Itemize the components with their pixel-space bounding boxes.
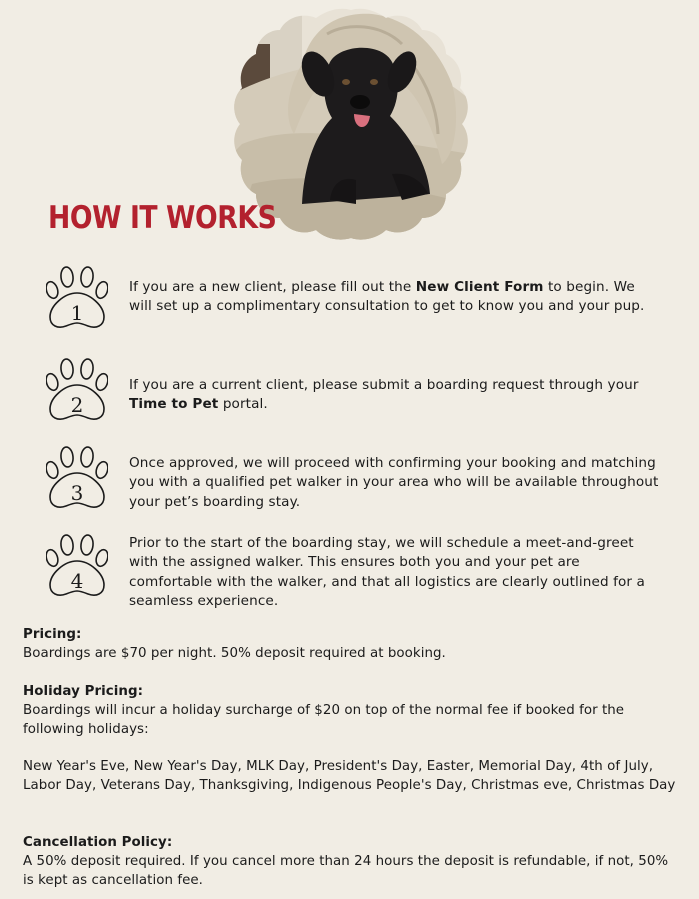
- paw-icon: [46, 264, 108, 330]
- step-text: Prior to the start of the boarding stay, we will schedule a meet-and-greet with the assigned walker. This ensures both you and your pet are comfortable with the walker, and that all logistics are clearly outlined for a seamless experience.: [129, 535, 645, 610]
- step-number: 2: [70, 393, 84, 417]
- step-text: If you are a new client, please fill out the New Client Form to begin. We will set up a complimentary consultation to get to know you and your pup.: [129, 279, 645, 315]
- pricing-section: [23, 626, 683, 664]
- step-number: 4: [70, 569, 84, 593]
- cancellation-section: [23, 834, 683, 890]
- page-title: HOW IT WORKS: [48, 200, 277, 236]
- step-text: Once approved, we will proceed with confirming your booking and matching you with a qualified pet walker in your area who will be available throughout your pet’s boarding stay.: [129, 455, 659, 510]
- cancellation-heading: Cancellation Policy:: [23, 835, 173, 850]
- pricing-heading: Pricing:: [23, 627, 82, 642]
- paw-icon: [46, 532, 108, 598]
- new-client-form-link[interactable]: New Client Form: [415, 279, 544, 295]
- holiday-pricing-text: Boardings will incur a holiday surcharge of $20 on top of the normal fee if booked for the following holidays:: [23, 702, 625, 737]
- paw-icon: [46, 356, 108, 422]
- step-number: 3: [70, 481, 84, 505]
- step-number: 1: [70, 301, 84, 325]
- holiday-pricing-heading: Holiday Pricing:: [23, 684, 143, 699]
- holiday-pricing-section: [23, 683, 683, 796]
- step-text: If you are a current client, please submit a boarding request through your Time to Pet portal.: [129, 377, 639, 413]
- pricing-text: Boardings are $70 per night. 50% deposit required at booking.: [23, 645, 446, 661]
- paw-icon: [46, 444, 108, 510]
- cancellation-text: A 50% deposit required. If you cancel more than 24 hours the deposit is refundable, if not, 50% is kept as cancellation fee.: [23, 853, 669, 888]
- time-to-pet-link[interactable]: Time to Pet: [129, 396, 219, 413]
- holiday-list: New Year's Eve, New Year's Day, MLK Day, President's Day, Easter, Memorial Day, 4th of July, Labor Day, Veterans Day, Thanksgiving, Indigenous People's Day, Christmas eve, Christmas Day: [23, 759, 676, 793]
